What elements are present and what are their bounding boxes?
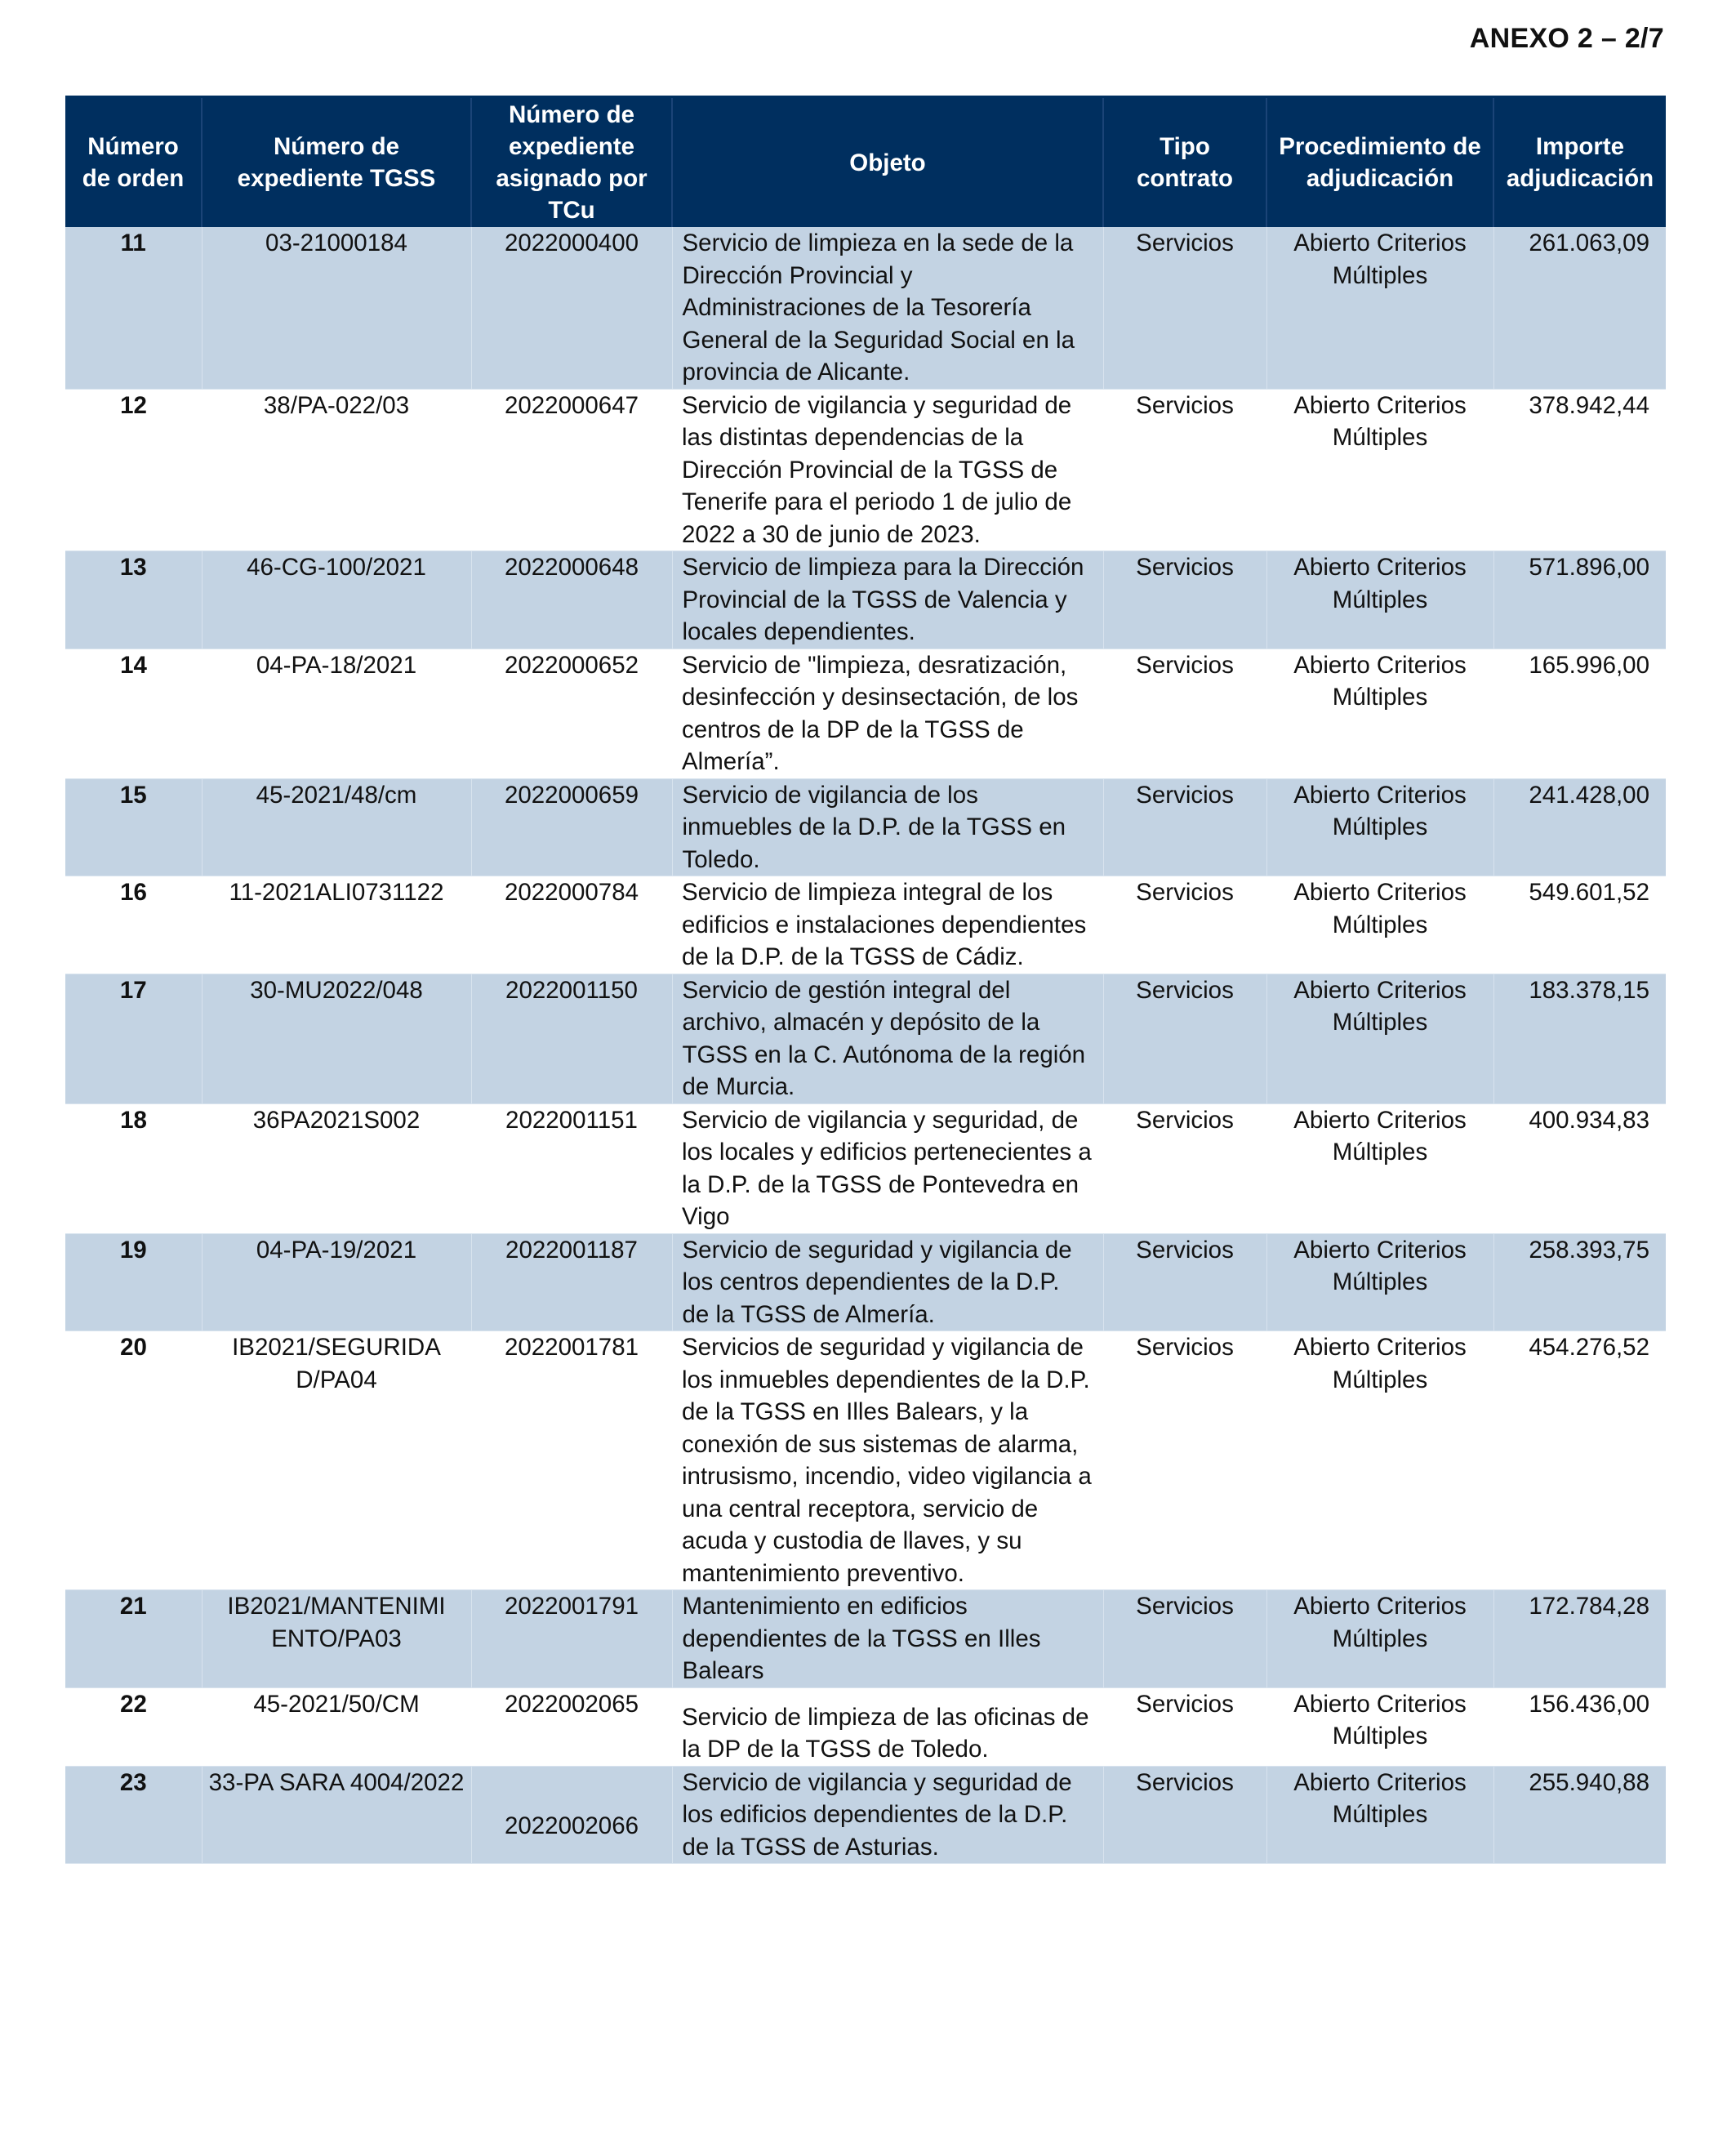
cell-objeto: Servicio de gestión integral del archivo, almacén y depósito de la TGSS en la C. Autónoma de la región de Murcia.	[672, 974, 1103, 1103]
cell-expediente: 36PA2021S002	[202, 1103, 471, 1233]
column-header-procedimiento: Procedimiento de adjudicación	[1266, 97, 1493, 228]
table-row	[65, 649, 1666, 778]
table-row	[65, 778, 1666, 876]
cell-orden: 18	[65, 1103, 202, 1233]
cell-tipo: Servicios	[1103, 551, 1266, 649]
column-header-objeto: Objeto	[672, 97, 1103, 228]
cell-orden: 20	[65, 1331, 202, 1590]
cell-importe: 255.940,88	[1493, 1766, 1666, 1864]
cell-objeto: Servicio de seguridad y vigilancia de los centros dependientes de la D.P. de la TGSS de Almería.	[672, 1233, 1103, 1331]
cell-tipo: Servicios	[1103, 1233, 1266, 1331]
cell-importe: 261.063,09	[1493, 227, 1666, 389]
cell-procedimiento: Abierto Criterios Múltiples	[1266, 876, 1493, 974]
cell-procedimiento: Abierto Criterios Múltiples	[1266, 778, 1493, 876]
column-header-expediente-tgss: Número de expediente TGSS	[202, 97, 471, 228]
cell-tcu: 2022000784	[471, 876, 672, 974]
cell-objeto: Servicio de limpieza de las oficinas de la DP de la TGSS de Toledo.	[672, 1687, 1103, 1766]
cell-orden: 17	[65, 974, 202, 1103]
cell-tcu: 2022000400	[471, 227, 672, 389]
table-row	[65, 974, 1666, 1103]
cell-tcu: 2022001791	[471, 1590, 672, 1688]
cell-expediente: 38/PA-022/03	[202, 389, 471, 551]
cell-importe: 241.428,00	[1493, 778, 1666, 876]
cell-orden: 11	[65, 227, 202, 389]
cell-tipo: Servicios	[1103, 1766, 1266, 1864]
cell-objeto: Servicio de vigilancia de los inmuebles de la D.P. de la TGSS en Toledo.	[672, 778, 1103, 876]
cell-importe: 165.996,00	[1493, 649, 1666, 778]
cell-objeto: Servicio de limpieza en la sede de la Dirección Provincial y Administraciones de la Tesorería General de la Seguridad Social en la provincia de Alicante.	[672, 227, 1103, 389]
cell-objeto: Servicio de vigilancia y seguridad de los edificios dependientes de la D.P. de la TGSS de Asturias.	[672, 1766, 1103, 1864]
cell-orden: 15	[65, 778, 202, 876]
cell-tipo: Servicios	[1103, 1687, 1266, 1766]
cell-tipo: Servicios	[1103, 1103, 1266, 1233]
cell-tcu: 2022001150	[471, 974, 672, 1103]
cell-tipo: Servicios	[1103, 649, 1266, 778]
cell-tcu: 2022000647	[471, 389, 672, 551]
cell-tcu: 2022000652	[471, 649, 672, 778]
cell-expediente: 45-2021/48/cm	[202, 778, 471, 876]
cell-orden: 21	[65, 1590, 202, 1688]
cell-expediente: IB2021/SEGURIDA D/PA04	[202, 1331, 471, 1590]
cell-tipo: Servicios	[1103, 876, 1266, 974]
cell-objeto: Servicio de vigilancia y seguridad de las distintas dependencias de la Dirección Provincial de la TGSS de Tenerife para el periodo 1 de julio de 2022 a 30 de junio de 2023.	[672, 389, 1103, 551]
cell-objeto: Servicio de limpieza para la Dirección Provincial de la TGSS de Valencia y locales dependientes.	[672, 551, 1103, 649]
cell-expediente: 45-2021/50/CM	[202, 1687, 471, 1766]
table-row	[65, 876, 1666, 974]
table-row	[65, 1687, 1666, 1766]
cell-objeto: Mantenimiento en edificios dependientes de la TGSS en Illes Balears	[672, 1590, 1103, 1688]
cell-tipo: Servicios	[1103, 1331, 1266, 1590]
cell-orden: 19	[65, 1233, 202, 1331]
cell-tipo: Servicios	[1103, 974, 1266, 1103]
table-row	[65, 1103, 1666, 1233]
cell-importe: 549.601,52	[1493, 876, 1666, 974]
cell-importe: 183.378,15	[1493, 974, 1666, 1103]
cell-expediente: 04-PA-19/2021	[202, 1233, 471, 1331]
cell-procedimiento: Abierto Criterios Múltiples	[1266, 1687, 1493, 1766]
cell-procedimiento: Abierto Criterios Múltiples	[1266, 1103, 1493, 1233]
cell-importe: 378.942,44	[1493, 389, 1666, 551]
cell-importe: 156.436,00	[1493, 1687, 1666, 1766]
cell-expediente: 04-PA-18/2021	[202, 649, 471, 778]
table-header	[65, 97, 1666, 228]
cell-importe: 454.276,52	[1493, 1331, 1666, 1590]
column-header-orden: Número de orden	[65, 97, 202, 228]
cell-procedimiento: Abierto Criterios Múltiples	[1266, 227, 1493, 389]
cell-orden: 16	[65, 876, 202, 974]
column-header-expediente-tcu: Número de expediente asignado por TCu	[471, 97, 672, 228]
cell-importe: 258.393,75	[1493, 1233, 1666, 1331]
cell-tcu: 2022000659	[471, 778, 672, 876]
cell-tcu: 2022002065	[471, 1687, 672, 1766]
cell-procedimiento: Abierto Criterios Múltiples	[1266, 389, 1493, 551]
table-row	[65, 1233, 1666, 1331]
cell-expediente: 46-CG-100/2021	[202, 551, 471, 649]
cell-procedimiento: Abierto Criterios Múltiples	[1266, 1331, 1493, 1590]
cell-procedimiento: Abierto Criterios Múltiples	[1266, 551, 1493, 649]
cell-tcu: 2022002066	[471, 1766, 672, 1864]
cell-procedimiento: Abierto Criterios Múltiples	[1266, 649, 1493, 778]
cell-objeto: Servicio de limpieza integral de los edificios e instalaciones dependientes de la D.P. de la TGSS de Cádiz.	[672, 876, 1103, 974]
cell-procedimiento: Abierto Criterios Múltiples	[1266, 1766, 1493, 1864]
cell-tcu: 2022001781	[471, 1331, 672, 1590]
cell-orden: 14	[65, 649, 202, 778]
cell-orden: 23	[65, 1766, 202, 1864]
contracts-table	[65, 96, 1666, 1864]
cell-objeto: Servicio de "limpieza, desratización, desinfección y desinsectación, de los centros de la DP de la TGSS de Almería”.	[672, 649, 1103, 778]
cell-importe: 571.896,00	[1493, 551, 1666, 649]
table-row	[65, 1331, 1666, 1590]
table-row	[65, 1766, 1666, 1864]
cell-procedimiento: Abierto Criterios Múltiples	[1266, 1233, 1493, 1331]
table-row	[65, 1590, 1666, 1688]
cell-orden: 12	[65, 389, 202, 551]
cell-procedimiento: Abierto Criterios Múltiples	[1266, 974, 1493, 1103]
cell-importe: 172.784,28	[1493, 1590, 1666, 1688]
cell-importe: 400.934,83	[1493, 1103, 1666, 1233]
cell-orden: 13	[65, 551, 202, 649]
cell-tipo: Servicios	[1103, 778, 1266, 876]
cell-tipo: Servicios	[1103, 1590, 1266, 1688]
cell-objeto: Servicios de seguridad y vigilancia de los inmuebles dependientes de la D.P. de la TGSS en Illes Balears, y la conexión de sus sistemas de alarma, intrusismo, incendio, video vigilancia a una central receptora, servicio de acuda y custodia de llaves, y su mantenimiento preventivo.	[672, 1331, 1103, 1590]
table-row	[65, 551, 1666, 649]
cell-objeto: Servicio de vigilancia y seguridad, de los locales y edificios pertenecientes a la D.P. de la TGSS de Pontevedra en Vigo	[672, 1103, 1103, 1233]
cell-tipo: Servicios	[1103, 389, 1266, 551]
cell-tcu: 2022001151	[471, 1103, 672, 1233]
column-header-tipo-contrato: Tipo contrato	[1103, 97, 1266, 228]
cell-expediente: 03-21000184	[202, 227, 471, 389]
cell-tcu: 2022000648	[471, 551, 672, 649]
header-row	[65, 97, 1666, 228]
cell-tcu: 2022001187	[471, 1233, 672, 1331]
table-body	[65, 227, 1666, 1864]
cell-procedimiento: Abierto Criterios Múltiples	[1266, 1590, 1493, 1688]
cell-tipo: Servicios	[1103, 227, 1266, 389]
table-row	[65, 389, 1666, 551]
cell-expediente: IB2021/MANTENIMI ENTO/PA03	[202, 1590, 471, 1688]
cell-expediente: 33-PA SARA 4004/2022	[202, 1766, 471, 1864]
column-header-importe: Importe adjudicación	[1493, 97, 1666, 228]
cell-expediente: 11-2021ALI0731122	[202, 876, 471, 974]
annex-page-label: ANEXO 2 – 2/7	[1469, 23, 1664, 54]
cell-expediente: 30-MU2022/048	[202, 974, 471, 1103]
cell-orden: 22	[65, 1687, 202, 1766]
table-row	[65, 227, 1666, 389]
